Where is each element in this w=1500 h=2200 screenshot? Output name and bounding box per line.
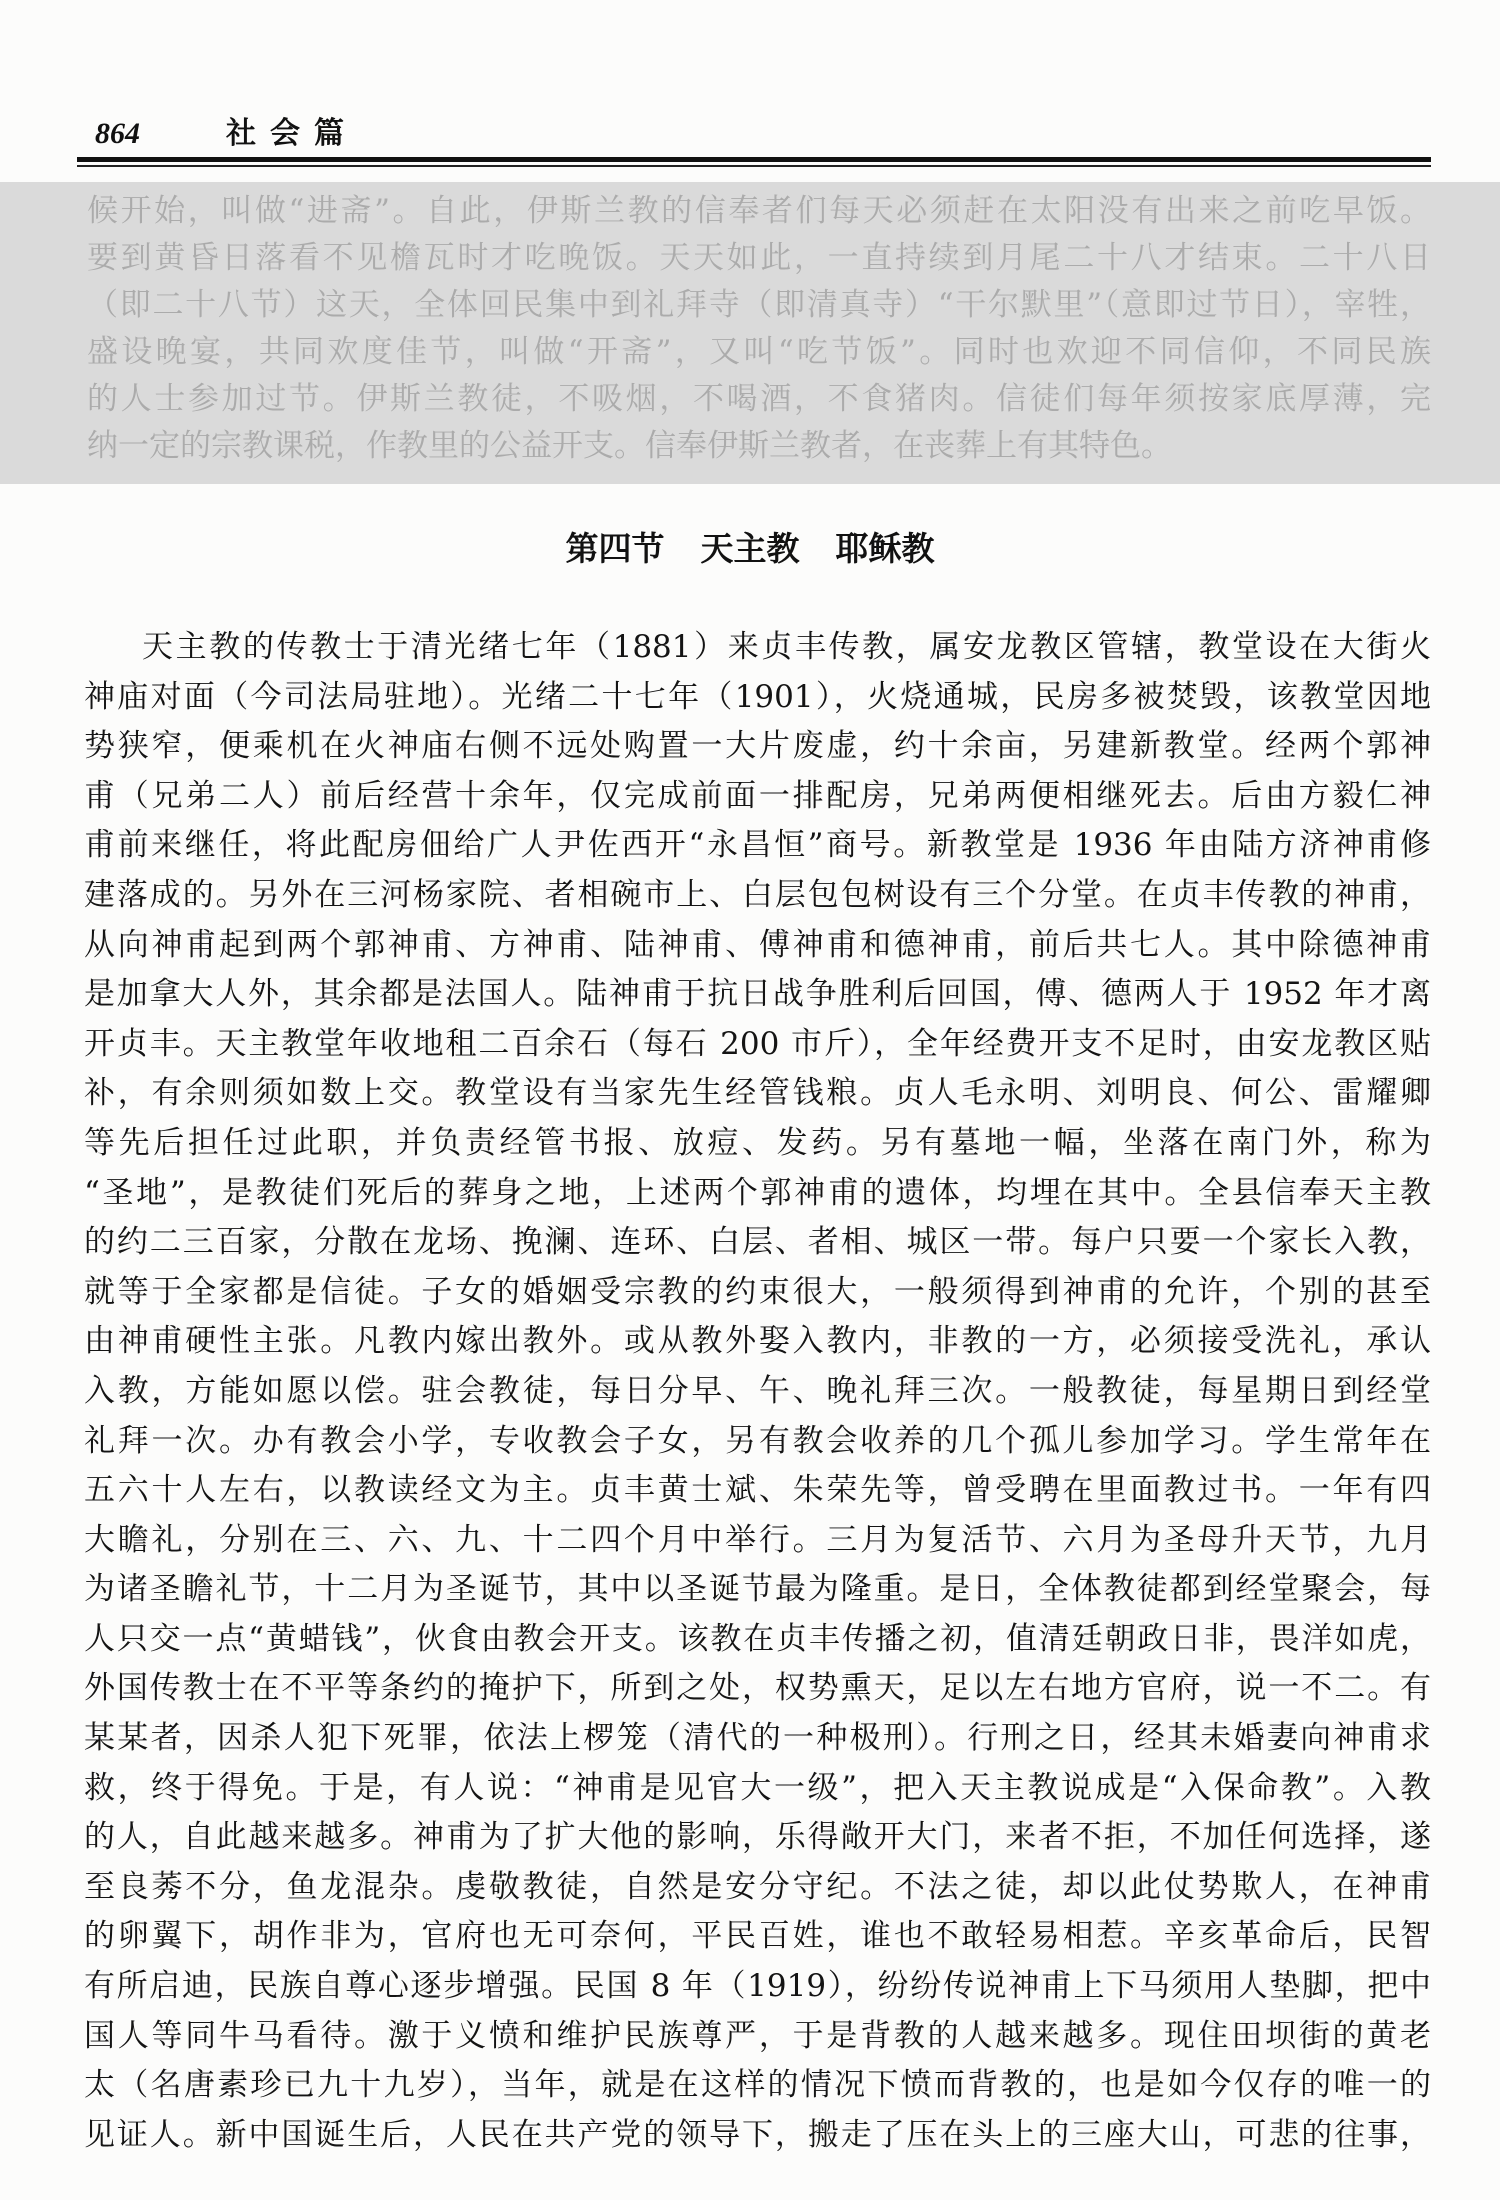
body-text-line: 礼拜一次。办有教会小学，专收教会子女，另有教会收养的几个孤儿参加学习。学生常年在 (84, 1422, 1431, 1459)
body-text-line: 是加拿大人外，其余都是法国人。陆神甫于抗日战争胜利后回国，傅、德两人于 1952 年才离 (84, 976, 1431, 1013)
overlay-text-line: 的人士参加过节。伊斯兰教徒，不吸烟，不喝酒，不食猪肉。信徒们每年须按家底厚薄，完 (87, 381, 1431, 417)
body-text-line: 见证人。新中国诞生后，人民在共产党的领导下，搬走了压在头上的三座大山，可悲的往事， (84, 2116, 1431, 2153)
body-text-line: 五六十人左右，以教读经文为主。贞丰黄士斌、朱荣先等，曾受聘在里面教过书。一年有四 (84, 1472, 1431, 1509)
body-text-line: 神庙对面（今司法局驻地）。光绪二十七年（1901），火烧通城，民房多被焚毁，该教堂因地 (84, 678, 1431, 715)
body-text-line: 的约二三百家，分散在龙场、挽澜、连环、白层、者相、城区一带。每户只要一个家长入教， (84, 1224, 1431, 1261)
header-rule-thin (77, 165, 1431, 167)
body-text-line: 人只交一点“黄蜡钱”，伙食由教会开支。该教在贞丰传播之初，值清廷朝政日非，畏洋如虎， (84, 1620, 1431, 1657)
body-text-line: 救，终于得免。于是，有人说：“神甫是见官大一级”，把入天主教说成是“入保命教”。入教 (84, 1769, 1431, 1806)
section-title-second: 耶稣教 (835, 529, 935, 568)
body-text-line: 至良莠不分，鱼龙混杂。虔敬教徒，自然是安分守纪。不法之徒，却以此仗势欺人，在神甫 (84, 1868, 1431, 1905)
body-text-line: 从向神甫起到两个郭神甫、方神甫、陆神甫、傅神甫和德神甫，前后共七人。其中除德神甫 (84, 926, 1431, 963)
section-title (0, 526, 1500, 572)
body-text-line: 由神甫硬性主张。凡教内嫁出教外。或从教外娶入教内，非教的一方，必须接受洗礼，承认 (84, 1323, 1431, 1360)
body-text-line: 开贞丰。天主教堂年收地租二百余石（每石 200 市斤），全年经费开支不足时，由安龙教区贴 (84, 1025, 1431, 1062)
body-text-line: 外国传教士在不平等条约的掩护下，所到之处，权势熏天，足以左右地方官府，说一不二。有 (84, 1670, 1431, 1707)
overlay-text-line: 纳一定的宗教课税，作教里的公益开支。信奉伊斯兰教者，在丧葬上有其特色。 (87, 428, 1172, 464)
overlay-paragraph (87, 188, 1431, 470)
body-text-line: 就等于全家都是信徒。子女的婚姻受宗教的约束很大，一般须得到神甫的允许，个别的甚至 (84, 1273, 1431, 1310)
body-text-line: 甫前来继任，将此配房佃给广人尹佐西开“永昌恒”商号。新教堂是 1936 年由陆方济神甫修 (84, 827, 1431, 864)
overlay-text-line: 盛设晚宴，共同欢度佳节，叫做“开斋”，又叫“吃节饭”。同时也欢迎不同信仰，不同民族 (87, 334, 1431, 370)
body-text-line: 建落成的。另外在三河杨家院、者相碗市上、白层包包树设有三个分堂。在贞丰传教的神甫， (84, 876, 1431, 913)
body-paragraph (84, 623, 1431, 2160)
overlay-text-line: 要到黄昏日落看不见檐瓦时才吃晚饭。天天如此，一直持续到月尾二十八才结束。二十八日 (87, 240, 1431, 276)
overlay-text-line: （即二十八节）这天，全体回民集中到礼拜寺（即清真寺）“干尔默里”（意即过节日），宰牲， (87, 287, 1431, 323)
body-text-line: 等先后担任过此职，并负责经管书报、放痘、发药。另有墓地一幅，坐落在南门外，称为 (84, 1124, 1431, 1161)
body-text-line: 为诸圣瞻礼节，十二月为圣诞节，其中以圣诞节最为隆重。是日，全体教徒都到经堂聚会，每 (84, 1571, 1431, 1608)
body-text-line: 的卵翼下，胡作非为，官府也无可奈何，平民百姓，谁也不敢轻易相惹。辛亥革命后，民智 (84, 1918, 1431, 1955)
body-text-line: 势狭窄，便乘机在火神庙右侧不远处购置一大片废虚，约十余亩，另建新教堂。经两个郭神 (84, 728, 1431, 765)
header-rule (77, 157, 1431, 162)
body-text-line: 国人等同牛马看待。激于义愤和维护民族尊严，于是背教的人越来越多。现住田坝街的黄老 (84, 2017, 1431, 2054)
body-text-line: 有所启迪，民族自尊心逐步增强。民国 8 年（1919），纷纷传说神甫上下马须用人垫脚，把中 (84, 1968, 1431, 2005)
body-text-line: 天主教的传教士于清光绪七年（1881）来贞丰传教，属安龙教区管辖，教堂设在大街火 (142, 629, 1431, 665)
overlay-text-line: 候开始，叫做“进斋”。自此，伊斯兰教的信奉者们每天必须赶在太阳没有出来之前吃早饭。 (87, 193, 1431, 229)
body-text-line: 补，有余则须如数上交。教堂设有当家先生经管钱粮。贞人毛永明、刘明良、何公、雷耀卿 (84, 1075, 1431, 1112)
body-text-line: 大瞻礼，分别在三、六、九、十二四个月中举行。三月为复活节、六月为圣母升天节，九月 (84, 1521, 1431, 1558)
body-text-line: 甫（兄弟二人）前后经营十余年，仅完成前面一排配房，兄弟两便相继死去。后由方毅仁神 (84, 777, 1431, 814)
body-text-line: 某某者，因杀人犯下死罪，依法上椤笼（清代的一种极刑）。行刑之日，经其未婚妻向神甫求 (84, 1720, 1431, 1757)
section-title-first: 天主教 (700, 529, 800, 568)
section-number: 第四节 (565, 529, 665, 568)
body-text-line: “圣地”，是教徒们死后的葬身之地，上述两个郭神甫的遗体，均埋在其中。全县信奉天主教 (84, 1174, 1431, 1211)
running-head: 社会篇 (226, 116, 358, 151)
body-text-line: 太（名唐素珍已九十九岁），当年，就是在这样的情况下愤而背教的，也是如今仅存的唯一的 (84, 2067, 1431, 2104)
page-number: 864 (95, 117, 140, 150)
body-text-line: 的人，自此越来越多。神甫为了扩大他的影响，乐得敞开大门，来者不拒，不加任何选择，遂 (84, 1819, 1431, 1856)
shaded-overlay (0, 182, 1500, 484)
body-text-line: 入教，方能如愿以偿。驻会教徒，每日分早、午、晚礼拜三次。一般教徒，每星期日到经堂 (84, 1372, 1431, 1409)
